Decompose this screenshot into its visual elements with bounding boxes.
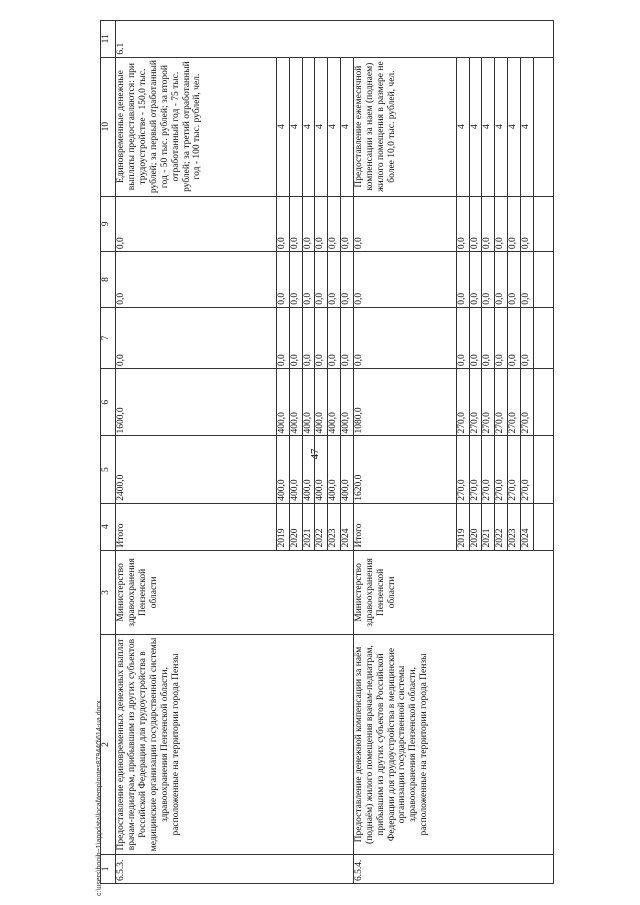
header-cell: 4	[101, 503, 116, 550]
program-table-rotated	[100, 20, 531, 884]
value-cell: 400,0	[302, 436, 315, 503]
header-cell: 6	[101, 369, 116, 436]
value-cell: 0,0	[507, 307, 520, 368]
year-cell: 2023	[507, 503, 520, 550]
value-cell: 0,0	[277, 196, 290, 252]
program-table	[100, 20, 554, 884]
value-cell: 0,0	[482, 196, 495, 252]
header-cell: 8	[101, 252, 116, 308]
value-cell: 0,0	[353, 252, 456, 308]
value-cell: 270,0	[482, 369, 495, 436]
value-cell: 270,0	[456, 369, 469, 436]
value-cell: 0,0	[520, 252, 533, 308]
value-cell: 0,0	[116, 196, 277, 252]
indicator-value: 4	[507, 57, 520, 196]
year-cell: 2021	[302, 503, 315, 550]
item-name: Предоставление единовременных денежных выплат врачам-педиатрам, прибывшим из других субъектов Российской Федерации для трудоустройства в медицинские организации государственной системы здравоохранения Пензенской области, расположенные на территории города Пензы	[116, 635, 354, 854]
value-cell: 400,0	[277, 369, 290, 436]
value-cell: 0,0	[328, 252, 341, 308]
value-cell: 0,0	[469, 252, 482, 308]
value-cell: 0,0	[520, 307, 533, 368]
value-cell: 0,0	[507, 252, 520, 308]
value-cell: 0,0	[302, 252, 315, 308]
value-cell: 0,0	[495, 307, 508, 368]
year-cell: 2021	[482, 503, 495, 550]
value-cell: 0,0	[302, 196, 315, 252]
value-cell: 0,0	[328, 196, 341, 252]
value-cell: 0,0	[289, 307, 302, 368]
value-cell: 0,0	[340, 252, 353, 308]
item-executor: Министерство здравоохранения Пензенской области	[353, 550, 553, 635]
period-total-label: Итого	[353, 503, 456, 550]
value-cell: 0,0	[328, 307, 341, 368]
year-cell: 2023	[328, 503, 341, 550]
indicator-value: 4	[315, 57, 328, 196]
item-number: 6.5.3.	[116, 854, 354, 883]
value-cell: 0,0	[520, 196, 533, 252]
value-cell: 0,0	[456, 307, 469, 368]
page-number: 47	[309, 448, 321, 460]
value-cell: 0,0	[353, 196, 456, 252]
value-cell: 0,0	[469, 196, 482, 252]
period-total-label: Итого	[116, 503, 277, 550]
value-cell: 1620,0	[353, 436, 456, 503]
indicator-value: 4	[340, 57, 353, 196]
value-cell: 0,0	[507, 196, 520, 252]
value-cell: 270,0	[507, 436, 520, 503]
value-cell: 1600,0	[116, 369, 277, 436]
value-cell: 270,0	[456, 436, 469, 503]
year-cell: 2020	[289, 503, 302, 550]
value-cell: 1080,0	[353, 369, 456, 436]
value-cell: 400,0	[328, 369, 341, 436]
indicator-value: 4	[495, 57, 508, 196]
value-cell: 0,0	[315, 252, 328, 308]
value-cell: 400,0	[289, 436, 302, 503]
value-cell: 270,0	[495, 436, 508, 503]
header-cell: 10	[101, 57, 116, 196]
year-cell: 2019	[277, 503, 290, 550]
value-cell: 270,0	[469, 369, 482, 436]
item-name: Предоставление денежной компенсации за наём (поднаём) жилого помещения врачам-педиатрам, прибывшим из других субъектов Российской Федерации для трудоустройства в медицинские организации государственной системы здравоохранения Пензенской области, расположенные на территории города Пензы	[353, 635, 553, 854]
year-cell: 2022	[315, 503, 328, 550]
value-cell: 0,0	[353, 307, 456, 368]
file-path-footer: c:\users\bonib~1\appdata\local\temp\notes879440\614-ua.docx	[96, 700, 103, 896]
year-cell: 2022	[495, 503, 508, 550]
value-cell: 400,0	[315, 436, 328, 503]
value-cell: 0,0	[495, 196, 508, 252]
indicator-value: 4	[277, 57, 290, 196]
value-cell: 400,0	[315, 369, 328, 436]
header-row	[101, 21, 116, 884]
value-cell: 0,0	[315, 196, 328, 252]
value-cell: 0,0	[495, 252, 508, 308]
value-cell: 0,0	[302, 307, 315, 368]
value-cell: 0,0	[482, 307, 495, 368]
indicator-text: Предоставление ежемесячной компенсации за наем (поднаем) жилого помещения в размере не более 10,0 тыс. рублей, чел.	[353, 57, 456, 196]
header-cell: 7	[101, 307, 116, 368]
value-cell: 0,0	[116, 252, 277, 308]
value-cell: 0,0	[315, 307, 328, 368]
year-cell: 2020	[469, 503, 482, 550]
indicator-text: Единовременные денежные выплаты предоставляются: при трудоустройстве - 150,0 тыс. рублей; за первый отработанный год - 50 тыс. рублей; за второй отработанный год - 75 тыс. рублей; за третий отработанный год - 100 тыс. рублей, чел.	[116, 57, 277, 196]
header-cell: 3	[101, 550, 116, 635]
value-cell: 0,0	[456, 252, 469, 308]
value-cell: 0,0	[340, 196, 353, 252]
indicator-value: 4	[456, 57, 469, 196]
value-cell: 400,0	[277, 436, 290, 503]
indicator-value: 4	[520, 57, 533, 196]
indicator-value: 4	[469, 57, 482, 196]
value-cell: 400,0	[340, 436, 353, 503]
indicator-value: 4	[482, 57, 495, 196]
value-cell: 0,0	[340, 307, 353, 368]
value-cell: 270,0	[507, 369, 520, 436]
value-cell: 400,0	[289, 369, 302, 436]
year-cell: 2024	[340, 503, 353, 550]
value-cell: 0,0	[456, 196, 469, 252]
value-cell: 270,0	[482, 436, 495, 503]
indicator-value: 4	[328, 57, 341, 196]
value-cell: 270,0	[520, 436, 533, 503]
indicator-value: 4	[289, 57, 302, 196]
header-cell: 11	[101, 21, 116, 58]
item-number: 6.5.4.	[353, 854, 553, 883]
value-cell: 400,0	[328, 436, 341, 503]
year-cell: 2024	[520, 503, 533, 550]
table-row	[353, 21, 456, 884]
header-cell: 5	[101, 436, 116, 503]
header-cell: 2	[101, 635, 116, 854]
value-cell: 0,0	[277, 252, 290, 308]
value-cell: 400,0	[340, 369, 353, 436]
value-cell: 0,0	[116, 307, 277, 368]
value-cell: 0,0	[289, 196, 302, 252]
value-cell: 0,0	[469, 307, 482, 368]
year-cell: 2019	[456, 503, 469, 550]
value-cell: 0,0	[482, 252, 495, 308]
value-cell: 0,0	[277, 307, 290, 368]
table-row	[116, 21, 277, 884]
header-cell: 1	[101, 854, 116, 883]
indicator-ref: 6.1	[116, 21, 554, 58]
indicator-value: 4	[302, 57, 315, 196]
value-cell: 400,0	[302, 369, 315, 436]
value-cell: 270,0	[495, 369, 508, 436]
header-cell: 9	[101, 196, 116, 252]
value-cell: 270,0	[520, 369, 533, 436]
value-cell: 270,0	[469, 436, 482, 503]
item-executor: Министерство здравоохранения Пензенской области	[116, 550, 354, 635]
value-cell: 2400,0	[116, 436, 277, 503]
value-cell: 0,0	[289, 252, 302, 308]
